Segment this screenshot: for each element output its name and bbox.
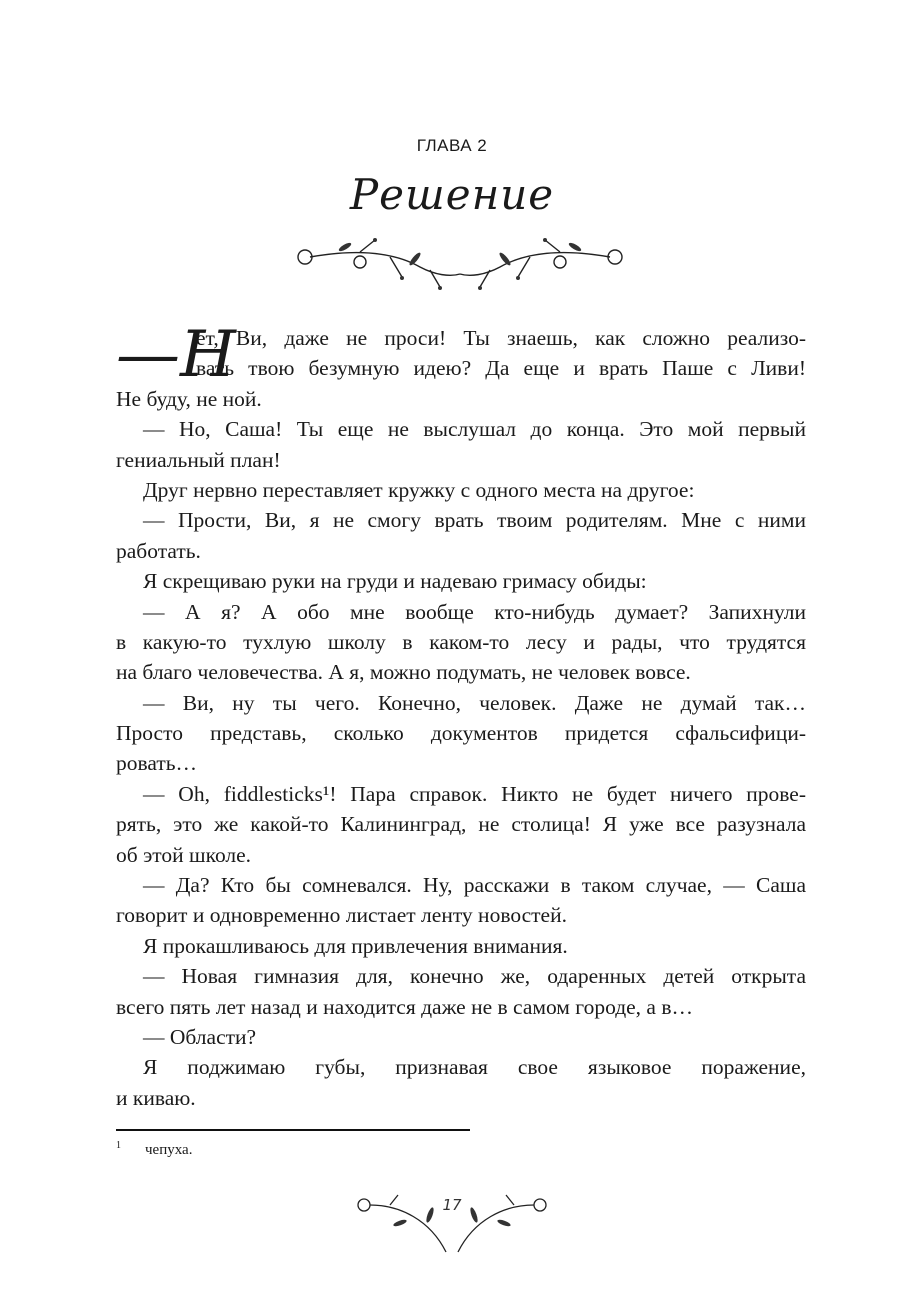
paragraph <box>116 414 806 475</box>
text-line: Не буду, не ной. <box>116 386 262 411</box>
footnote-number: 1 <box>116 1140 121 1151</box>
text-line: говорит и одновременно листает ленту новостей. <box>116 903 567 928</box>
text-line: об этой школе. <box>116 842 252 867</box>
footnote-divider <box>116 1129 470 1131</box>
paragraph <box>116 931 806 961</box>
text-line: вать твою безумную идею? Да еще и врать Паше с Ливи! <box>196 356 806 381</box>
text-line: — Oh, fiddlesticks¹! Пара справок. Никто не будет ничего прове- <box>143 781 806 806</box>
chapter-body <box>116 318 806 1113</box>
text-line: работать. <box>116 538 201 563</box>
paragraph <box>116 475 806 505</box>
page-number: 17 <box>442 1196 462 1214</box>
text-line: ет, Ви, даже не проси! Ты знаешь, как сложно реализо- <box>196 326 806 350</box>
paragraph <box>116 779 806 870</box>
text-line: — Области? <box>143 1024 257 1049</box>
text-line: гениальный план! <box>116 447 281 472</box>
drop-cap: —Н <box>116 318 236 392</box>
paragraph <box>116 597 806 688</box>
floral-divider-icon <box>290 232 630 292</box>
chapter-title: Решение <box>349 170 555 219</box>
text-line: — Новая гимназия для, конечно же, одаренных детей открыта <box>143 964 806 989</box>
text-line: Я прокашливаюсь для привлечения внимания. <box>143 933 568 958</box>
paragraph <box>116 566 806 596</box>
text-line: Просто представь, сколько документов придется сфальсифици- <box>116 721 806 746</box>
text-line: — Да? Кто бы сомневался. Ну, расскажи в таком случае, — Саша <box>143 873 806 898</box>
footnote-text: чепуха. <box>145 1142 193 1158</box>
paragraph <box>116 1052 806 1113</box>
chapter-label: ГЛАВА 2 <box>416 136 488 155</box>
text-line: ровать… <box>116 751 198 776</box>
text-line: Друг нервно переставляет кружку с одного места на другое: <box>143 477 695 502</box>
text-line: — Но, Саша! Ты еще не выслушал до конца. Это мой первый <box>143 417 806 442</box>
paragraph <box>116 1022 806 1052</box>
text-line: в какую-то тухлую школу в каком-то лесу и рады, что трудятся <box>116 629 806 654</box>
paragraph <box>116 688 806 779</box>
text-line: всего пять лет назад и находится даже не в самом городе, а в… <box>116 994 694 1019</box>
text-line: — А я? А обо мне вообще кто-нибудь думает? Запихнули <box>143 599 806 624</box>
text-line: — Прости, Ви, я не смогу врать твоим родителям. Мне с ними <box>143 508 806 533</box>
text-line: и киваю. <box>116 1085 196 1110</box>
text-line: — Ви, ну ты чего. Конечно, человек. Даже не думай так… <box>143 690 806 715</box>
paragraph <box>116 870 806 931</box>
text-line: Я поджимаю губы, признавая свое языковое поражение, <box>143 1055 806 1080</box>
paragraph <box>116 505 806 566</box>
text-line: на благо человечества. А я, можно подумать, не человек вовсе. <box>116 660 691 685</box>
text-line: Я скрещиваю руки на груди и надеваю гримасу обиды: <box>143 569 647 594</box>
text-line: рять, это же какой-то Калининград, не столица! Я уже все разузнала <box>116 812 806 837</box>
paragraph <box>116 961 806 1022</box>
